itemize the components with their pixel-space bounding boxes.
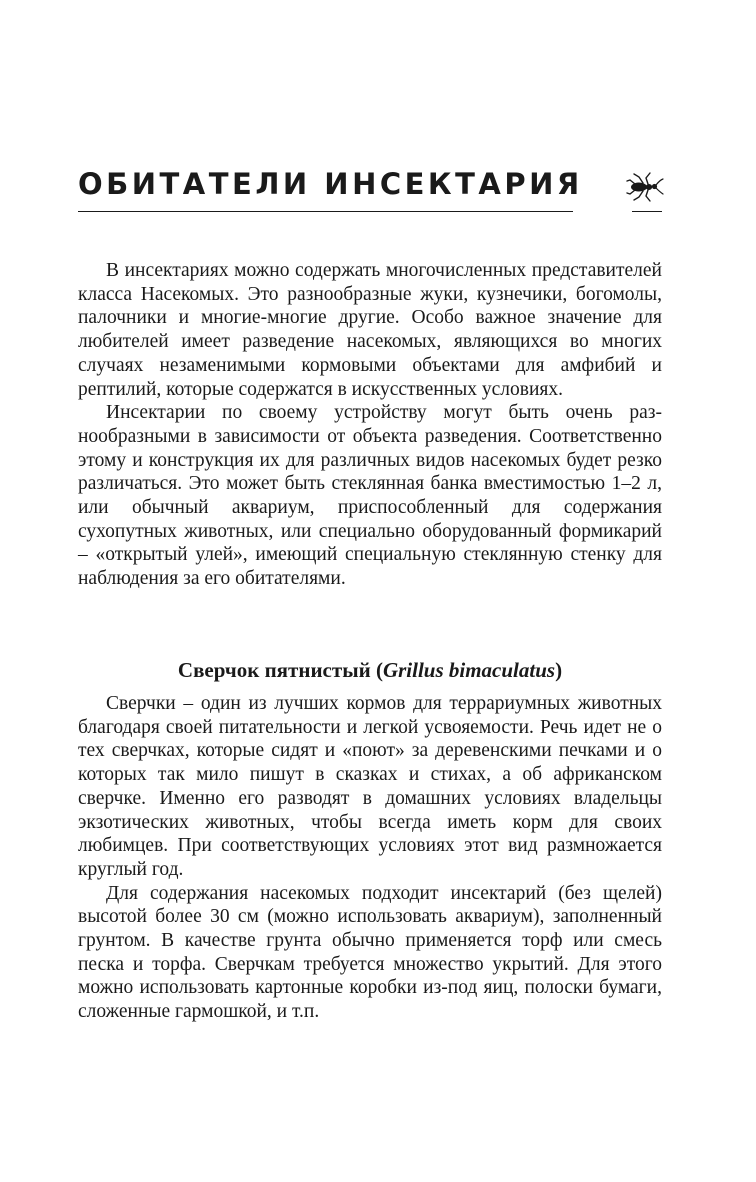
section-heading-text: Сверчок пятнистый ( <box>177 658 383 682</box>
section-heading <box>78 656 662 684</box>
icon-underline <box>632 211 662 212</box>
insect-icon <box>626 170 664 204</box>
chapter-title: ОБИТАТЕЛИ ИНСЕКТАРИЯ <box>78 167 583 201</box>
section-heading-latin-name: Grillus bimaculatus <box>382 658 556 682</box>
section-paragraph: Сверчки – один из лучших кормов для террариумных животных благодаря своей питательности и легкой усвояемости. Речь идет не о тех сверчках, которые сидят и «поют» за деревенскими печками и о которых так мило пишут в сказках и стихах, а об африканском сверчке. Именно его разводят в домашних условиях владельцы экзотических животных, чтобы всегда иметь корм для своих любимцев. При соответствующих условиях этот вид размножается круглый год. <box>78 693 662 880</box>
intro-paragraph: Инсектарии по своему устройству могут быть очень разнообразными в зависимости от объекта разведения. Соответственно этому и конструкция их для различных видов насекомых будет резко различаться. Это может быть стеклянная банка вместимостью 1–2 л, или обычный аквариум, приспособленный для содержания сухопутных животных, или специально оборудованный формикарий – «открытый улей», имеющий специальную стеклянную стенку для наблюдения за его обитателями. <box>78 402 662 590</box>
section-text <box>78 692 662 1024</box>
intro-text <box>78 259 662 591</box>
title-underline <box>78 211 573 212</box>
section-heading-close: ) <box>555 658 563 682</box>
section-paragraph: Для содержания насекомых подходит инсектарий (без щелей) высотой более 30 см (можно использовать аквариум), заполненный грунтом. В качестве грунта обычно применяется торф или смесь песка и торфа. Сверчкам требуется множество укрытий. Для этого можно использовать картонные коробки из-под яиц, полоски бумаги, сложенные гармошкой, и т.п. <box>78 882 662 1023</box>
intro-paragraph: В инсектариях можно содержать многочисленных представителей класса Насекомых. Это разнообразные жуки, кузнечики, богомолы, палочники и многие-многие другие. Особо важное значение для любителей имеет разведение насекомых, являющихся во многих случаях незаменимыми кормовыми объектами для амфибий и рептилий, которые содержатся в искусственных условиях. <box>78 260 662 400</box>
